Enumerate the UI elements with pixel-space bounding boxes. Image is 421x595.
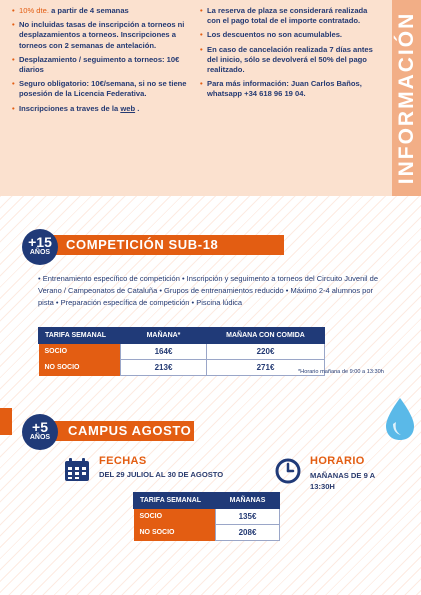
competicion-age-unit: AÑOS: [29, 249, 51, 256]
table-row: [134, 525, 280, 541]
table-header: TARIFA SEMANAL: [134, 493, 216, 509]
info-item-cancellation: • En caso de cancelación realizada 7 días antes del inicio, sólo se devolverá el 50% del pago realitzado.: [200, 45, 380, 76]
info-left-column: [12, 6, 197, 118]
table-header-row: [134, 493, 280, 509]
info-item-reservation: • La reserva de plaza se considerará realizada con el pago total de el importe contratado.: [200, 6, 380, 26]
clock-icon: [275, 458, 301, 489]
info-right-column: [200, 6, 380, 104]
horario-title: HORARIO: [310, 455, 365, 467]
competicion-description: • Entrenamiento específico de competición • Inscripción y seguimento a torneos del Circuito Juvenil de Verano / Campeonatos de Cataluña • Grupos de entrenamientos reducido • Máximo 2-4 alumnos por pista • Preparación específica de competición • Piscina lúdica: [38, 274, 379, 307]
discount-highlight: 10% dte.: [19, 6, 49, 15]
calendar-icon: [64, 458, 90, 487]
price-cell: 271€: [207, 360, 325, 376]
table-header: MAÑANA*: [121, 328, 207, 344]
horario-detail: MAÑANAS DE 9 A 13:30H: [310, 471, 375, 491]
table-header: TARIFA SEMANAL: [39, 328, 121, 344]
row-label: SOCIO: [39, 344, 121, 360]
campus-age-badge: [22, 414, 58, 450]
competicion-age-badge: [22, 229, 58, 265]
info-vertical-title: INFORMACIÓN: [394, 11, 418, 185]
info-item-discounts: • Los descuentos no son acumulables.: [200, 30, 380, 40]
table-header-row: [39, 328, 325, 344]
table-header: MAÑANAS: [216, 493, 280, 509]
price-cell: 213€: [121, 360, 207, 376]
campus-title: CAMPUS AGOSTO: [68, 423, 192, 438]
price-cell: 135€: [216, 509, 280, 525]
info-item-fees: • No incluidas tasas de inscripción a torneos ni desplazamientos a torneos. Inscripciones a torneos con 2 semanas de antelación.: [12, 20, 197, 51]
row-label: SOCIO: [134, 509, 216, 525]
price-cell: 220€: [207, 344, 325, 360]
campus-age-number: +5: [32, 419, 48, 435]
water-drop-icon: [384, 396, 416, 447]
competicion-price-table: [38, 327, 325, 376]
info-section: [0, 0, 421, 196]
table-row: [39, 360, 325, 376]
table-row: [134, 509, 280, 525]
fechas-title: FECHAS: [99, 455, 147, 467]
campus-age-unit: AÑOS: [29, 434, 51, 441]
registration-end: .: [135, 103, 140, 113]
info-item-registration: [12, 104, 197, 114]
row-label: NO SOCIO: [39, 360, 121, 376]
competicion-title: COMPETICIÓN SUB-18: [66, 237, 219, 252]
registration-text: Inscripciones a traves de la: [19, 103, 121, 113]
info-item-contact: • Para más información: Juan Carlos Baños, whatsapp +34 618 96 19 04.: [200, 79, 380, 99]
competicion-age-number: +15: [28, 234, 52, 250]
row-label: NO SOCIO: [134, 525, 216, 541]
fechas-detail: DEL 29 JULIOL AL 30 DE AGOSTO: [99, 470, 224, 479]
campus-left-stripe: [0, 408, 12, 435]
schedule-note: *Horario mañana de 9:00 a 13:30h: [298, 369, 384, 375]
info-item-insurance: • Seguro obligatorio: 10€/semana, si no se tiene posesión de la Licencia Federativa.: [12, 79, 197, 99]
campus-price-table: [133, 492, 280, 541]
web-link[interactable]: web: [120, 103, 136, 113]
price-cell: 164€: [121, 344, 207, 360]
discount-text: a partir de 4 semanas: [48, 6, 129, 15]
info-item-discount: [12, 6, 197, 16]
info-item-travel: • Desplazamiento / seguimento a torneos: 10€ diarios: [12, 55, 197, 75]
info-vertical-band: [392, 0, 421, 196]
price-cell: 208€: [216, 525, 280, 541]
table-header: MAÑANA CON COMIDA: [207, 328, 325, 344]
table-row: [39, 344, 325, 360]
